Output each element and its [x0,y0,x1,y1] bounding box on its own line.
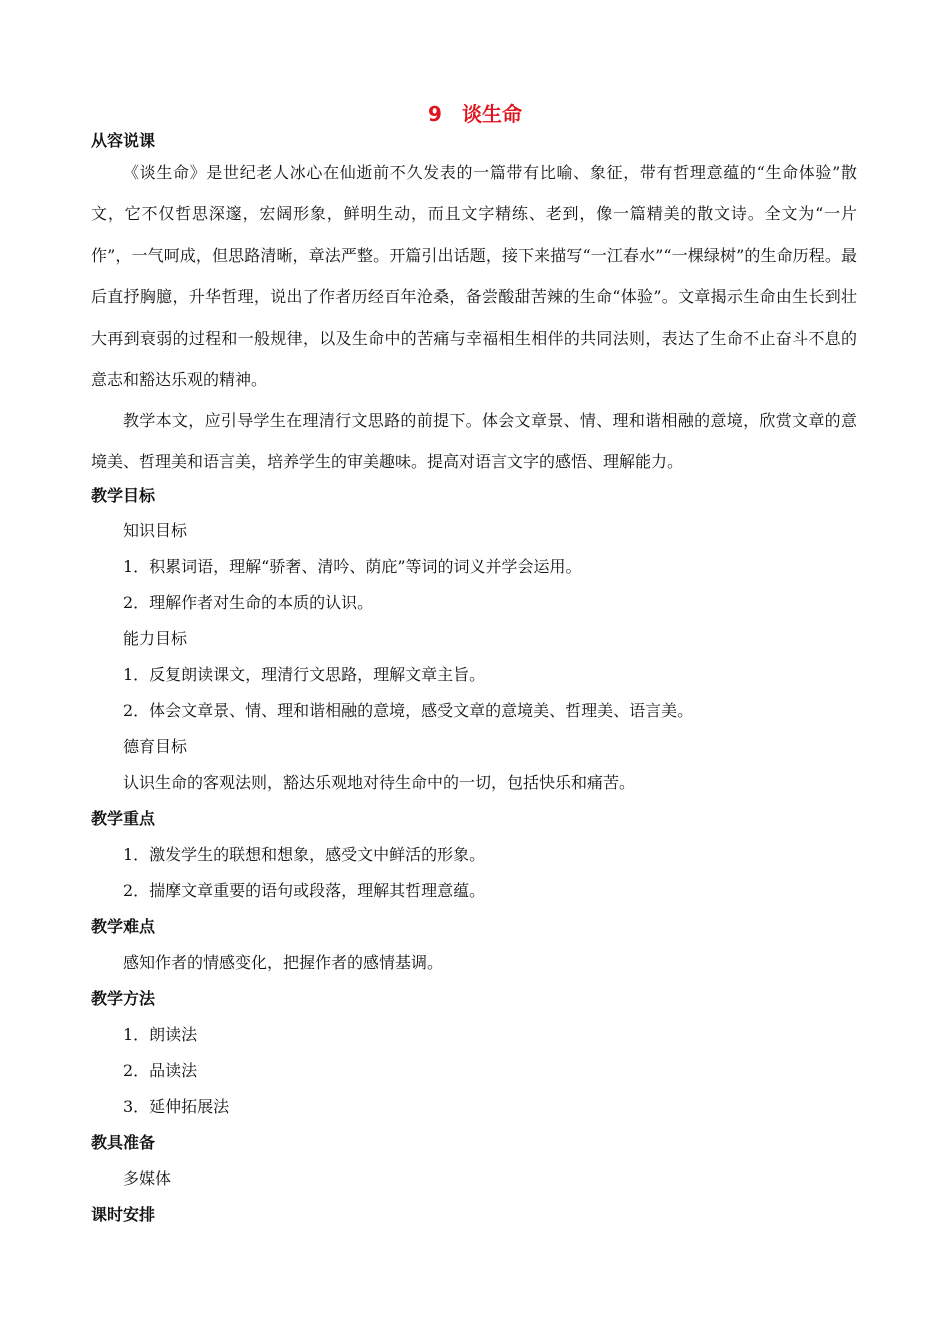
heading-goals: 教学目标 [91,486,156,505]
knowledge-goals-label: 知识目标 [123,521,188,540]
moral-goals-label: 德育目标 [123,737,188,756]
heading-schedule: 课时安排 [91,1205,156,1224]
method-item-2: 2．品读法 [123,1061,198,1080]
intro-paragraph-1: 《谈生命》是世纪老人冰心在仙逝前不久发表的一篇带有比喻、象征，带有哲理意蕴的“生命体验”散文，它不仅哲思深邃，宏阔形象，鲜明生动，而且文字精练、老到，像一篇精美的散文诗。全文为“一片作”，一气呵成，但思路清晰，章法严整。开篇引出话题，接下来描写“一江春水”“一棵绿树”的生命历程。最后直抒胸臆，升华哲理，说出了作者历经百年沧桑，备尝酸甜苦辣的生命“体验”。文章揭示生命由生长到壮大再到衰弱的过程和一般规律，以及生命中的苦痛与幸福相生相伴的共同法则，表达了生命不止奋斗不息的意志和豁达乐观的精神。 [91,163,857,390]
key-point-item-2: 2．揣摩文章重要的语句或段落，理解其哲理意蕴。 [123,881,486,900]
ability-goal-item-1: 1．反复朗读课文，理清行文思路，理解文章主旨。 [123,665,486,684]
intro-paragraph-2: 教学本文，应引导学生在理清行文思路的前提下。体会文章景、情、理和谐相融的意境，欣赏文章的意境美、哲理美和语言美，培养学生的审美趣味。提高对语言文字的感悟、理解能力。 [91,411,857,472]
heading-key-points: 教学重点 [91,809,156,828]
difficulty-text: 感知作者的情感变化，把握作者的感情基调。 [123,953,444,972]
ability-goal-item-2: 2．体会文章景、情、理和谐相融的意境，感受文章的意境美、哲理美、语言美。 [123,701,694,720]
heading-intro: 从容说课 [91,131,156,150]
heading-difficulties: 教学难点 [91,917,156,936]
ability-goals-label: 能力目标 [123,629,188,648]
lesson-title: 9 谈生命 [428,102,522,126]
method-item-1: 1．朗读法 [123,1025,198,1044]
heading-methods: 教学方法 [91,989,156,1008]
materials-text: 多媒体 [123,1169,172,1188]
knowledge-goal-item-1: 1．积累词语，理解“骄奢、清吟、荫庇”等词的词义并学会运用。 [123,557,582,576]
method-item-3: 3．延伸拓展法 [123,1097,230,1116]
heading-materials: 教具准备 [91,1133,156,1152]
key-point-item-1: 1．激发学生的联想和想象，感受文中鲜活的形象。 [123,845,486,864]
moral-goal-text: 认识生命的客观法则，豁达乐观地对待生命中的一切，包括快乐和痛苦。 [123,773,636,792]
knowledge-goal-item-2: 2．理解作者对生命的本质的认识。 [123,593,374,612]
